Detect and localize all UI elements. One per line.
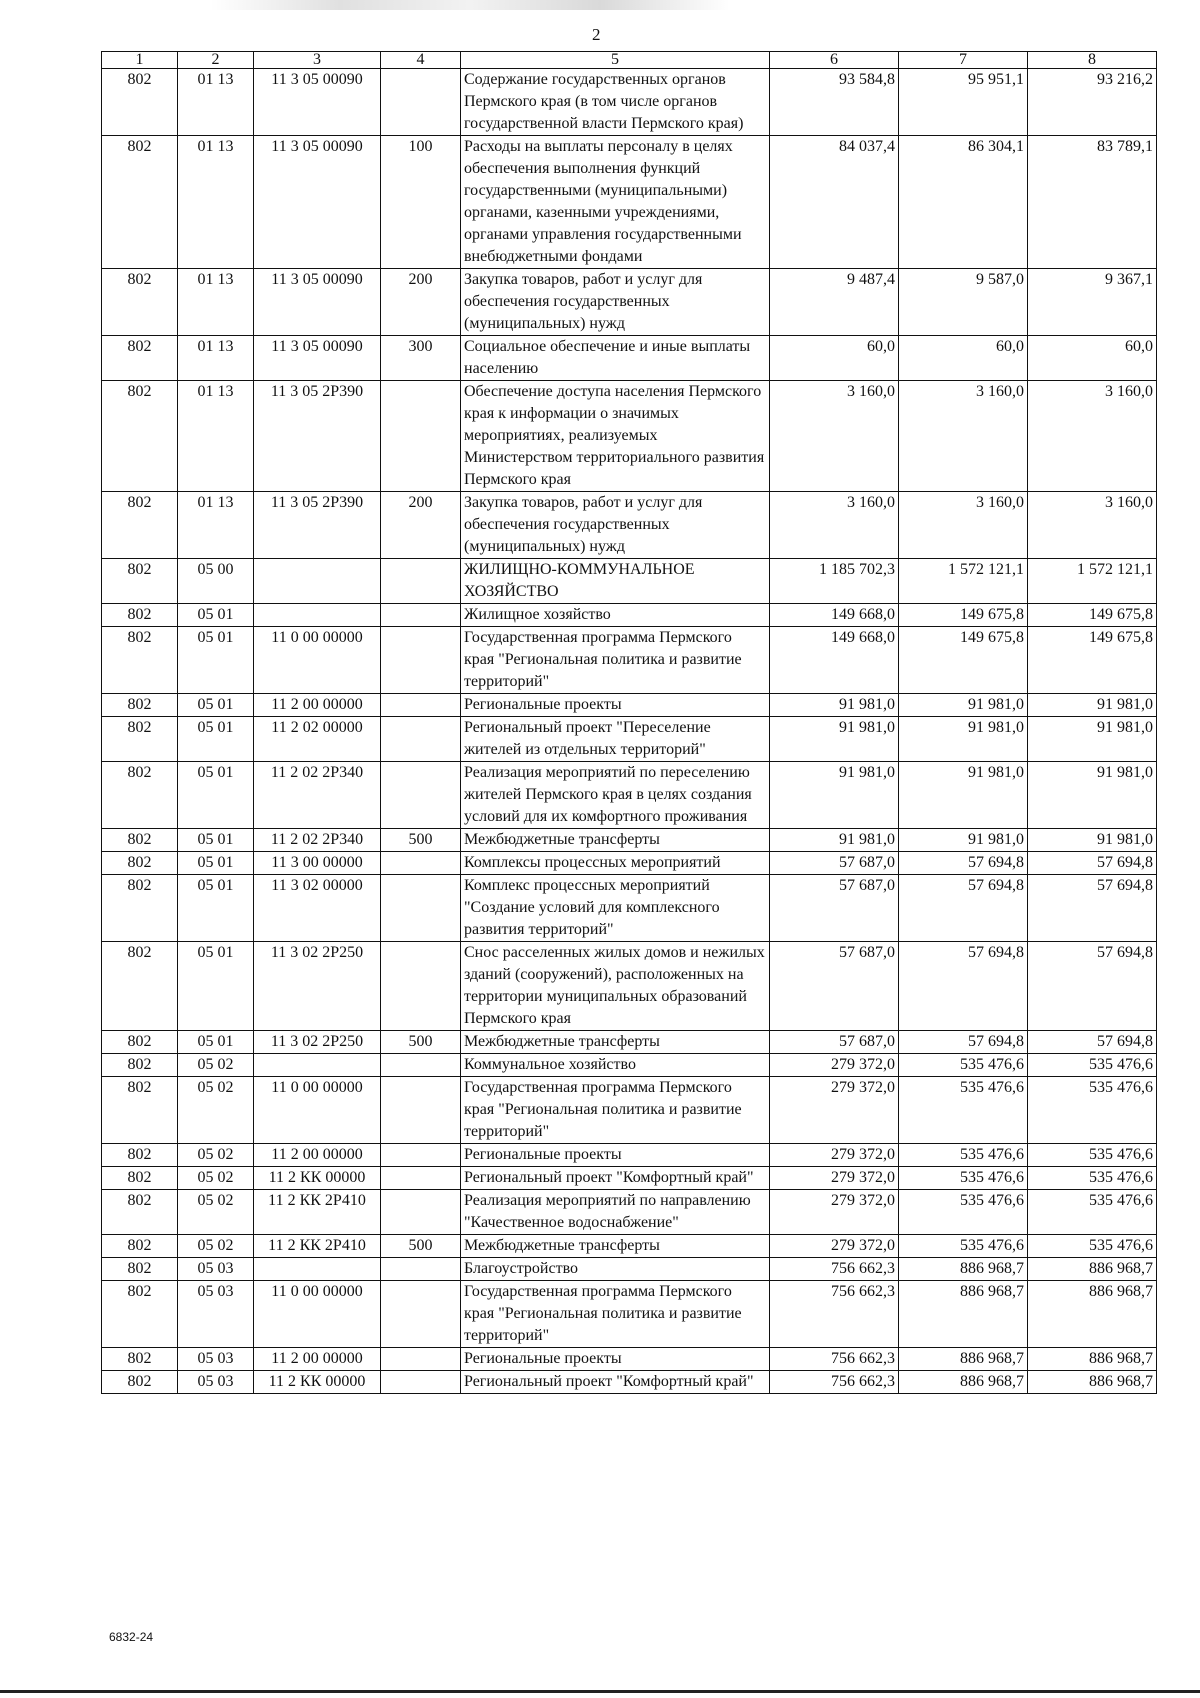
cell-description: Региональные проекты: [461, 694, 770, 717]
cell-amount-col7: 3 160,0: [899, 492, 1028, 559]
cell-amount-col6: 57 687,0: [770, 875, 899, 942]
cell-expense-type: [381, 717, 461, 762]
cell-expense-type: [381, 1348, 461, 1371]
table-row: [102, 627, 1157, 694]
cell-amount-col8: 91 981,0: [1028, 717, 1157, 762]
cell-description: Благоустройство: [461, 1258, 770, 1281]
cell-amount-col6: 9 487,4: [770, 269, 899, 336]
cell-amount-col8: 886 968,7: [1028, 1258, 1157, 1281]
cell-amount-col8: 9 367,1: [1028, 269, 1157, 336]
cell-section-code: 01 13: [178, 136, 254, 269]
cell-target-code: 11 2 КК 00000: [254, 1371, 381, 1394]
cell-amount-col8: 93 216,2: [1028, 69, 1157, 136]
cell-target-code: 11 2 02 00000: [254, 717, 381, 762]
table-row: [102, 1348, 1157, 1371]
cell-admin-code: 802: [102, 336, 178, 381]
cell-amount-col8: 535 476,6: [1028, 1167, 1157, 1190]
cell-target-code: [254, 559, 381, 604]
cell-description: Межбюджетные трансферты: [461, 1031, 770, 1054]
cell-admin-code: 802: [102, 717, 178, 762]
cell-amount-col7: 1 572 121,1: [899, 559, 1028, 604]
cell-description: Социальное обеспечение и иные выплаты населению: [461, 336, 770, 381]
cell-expense-type: [381, 1190, 461, 1235]
cell-admin-code: 802: [102, 1371, 178, 1394]
cell-amount-col7: 535 476,6: [899, 1144, 1028, 1167]
cell-description: Закупка товаров, работ и услуг для обеспечения государственных (муниципальных) нужд: [461, 269, 770, 336]
cell-expense-type: [381, 1281, 461, 1348]
table-row: [102, 1190, 1157, 1235]
header-col-2: 2: [178, 52, 254, 69]
cell-amount-col6: 279 372,0: [770, 1077, 899, 1144]
cell-amount-col7: 535 476,6: [899, 1167, 1028, 1190]
cell-amount-col7: 9 587,0: [899, 269, 1028, 336]
cell-description: Реализация мероприятий по направлению "Качественное водоснабжение": [461, 1190, 770, 1235]
cell-amount-col7: 886 968,7: [899, 1371, 1028, 1394]
table-row: [102, 559, 1157, 604]
cell-amount-col7: 535 476,6: [899, 1054, 1028, 1077]
cell-admin-code: 802: [102, 69, 178, 136]
cell-target-code: 11 2 00 00000: [254, 694, 381, 717]
cell-expense-type: [381, 1054, 461, 1077]
cell-amount-col8: 535 476,6: [1028, 1235, 1157, 1258]
cell-expense-type: [381, 1371, 461, 1394]
cell-amount-col8: 91 981,0: [1028, 829, 1157, 852]
table-row: [102, 829, 1157, 852]
cell-admin-code: 802: [102, 1167, 178, 1190]
table-row: [102, 1054, 1157, 1077]
cell-expense-type: 500: [381, 1031, 461, 1054]
cell-expense-type: [381, 875, 461, 942]
table-row: [102, 69, 1157, 136]
cell-amount-col7: 57 694,8: [899, 942, 1028, 1031]
cell-description: Государственная программа Пермского края "Региональная политика и развитие территорий": [461, 1281, 770, 1348]
table-row: [102, 269, 1157, 336]
cell-description: Региональный проект "Комфортный край": [461, 1167, 770, 1190]
header-col-7: 7: [899, 52, 1028, 69]
cell-amount-col6: 279 372,0: [770, 1144, 899, 1167]
cell-description: Жилищное хозяйство: [461, 604, 770, 627]
table-row: [102, 717, 1157, 762]
cell-description: Коммунальное хозяйство: [461, 1054, 770, 1077]
cell-amount-col6: 279 372,0: [770, 1190, 899, 1235]
cell-admin-code: 802: [102, 381, 178, 492]
cell-amount-col7: 57 694,8: [899, 1031, 1028, 1054]
cell-amount-col6: 91 981,0: [770, 829, 899, 852]
cell-expense-type: [381, 694, 461, 717]
cell-amount-col7: 95 951,1: [899, 69, 1028, 136]
cell-amount-col6: 756 662,3: [770, 1281, 899, 1348]
cell-expense-type: [381, 69, 461, 136]
cell-description: Межбюджетные трансферты: [461, 829, 770, 852]
table-row: [102, 1258, 1157, 1281]
cell-target-code: 11 3 02 2Р250: [254, 942, 381, 1031]
header-col-1: 1: [102, 52, 178, 69]
cell-target-code: 11 3 05 00090: [254, 136, 381, 269]
cell-amount-col7: 86 304,1: [899, 136, 1028, 269]
cell-section-code: 05 01: [178, 627, 254, 694]
cell-description: Региональный проект "Комфортный край": [461, 1371, 770, 1394]
cell-target-code: 11 2 02 2Р340: [254, 829, 381, 852]
cell-target-code: 11 2 КК 00000: [254, 1167, 381, 1190]
header-col-3: 3: [254, 52, 381, 69]
cell-amount-col8: 886 968,7: [1028, 1348, 1157, 1371]
cell-admin-code: 802: [102, 627, 178, 694]
cell-amount-col8: 1 572 121,1: [1028, 559, 1157, 604]
cell-section-code: 01 13: [178, 336, 254, 381]
cell-admin-code: 802: [102, 1281, 178, 1348]
cell-description: Обеспечение доступа населения Пермского края к информации о значимых мероприятиях, реализуемых Министерством территориального развития Пермского края: [461, 381, 770, 492]
cell-amount-col8: 149 675,8: [1028, 604, 1157, 627]
cell-target-code: 11 3 05 2Р390: [254, 492, 381, 559]
table-row: [102, 604, 1157, 627]
cell-description: ЖИЛИЩНО-КОММУНАЛЬНОЕ ХОЗЯЙСТВО: [461, 559, 770, 604]
cell-amount-col7: 3 160,0: [899, 381, 1028, 492]
cell-expense-type: 100: [381, 136, 461, 269]
cell-expense-type: [381, 1144, 461, 1167]
header-col-4: 4: [381, 52, 461, 69]
cell-section-code: 05 02: [178, 1235, 254, 1258]
cell-amount-col8: 535 476,6: [1028, 1144, 1157, 1167]
cell-amount-col8: 91 981,0: [1028, 762, 1157, 829]
header-col-6: 6: [770, 52, 899, 69]
cell-amount-col7: 91 981,0: [899, 694, 1028, 717]
cell-amount-col6: 279 372,0: [770, 1167, 899, 1190]
cell-amount-col8: 535 476,6: [1028, 1054, 1157, 1077]
cell-section-code: 05 01: [178, 604, 254, 627]
cell-amount-col8: 886 968,7: [1028, 1371, 1157, 1394]
cell-section-code: 01 13: [178, 381, 254, 492]
scan-edge: [0, 1690, 1200, 1693]
cell-expense-type: [381, 604, 461, 627]
page-number: 2: [592, 25, 601, 44]
cell-amount-col6: 149 668,0: [770, 604, 899, 627]
cell-amount-col8: 535 476,6: [1028, 1077, 1157, 1144]
cell-expense-type: 200: [381, 269, 461, 336]
cell-section-code: 05 03: [178, 1258, 254, 1281]
cell-amount-col6: 149 668,0: [770, 627, 899, 694]
cell-amount-col7: 91 981,0: [899, 717, 1028, 762]
cell-description: Закупка товаров, работ и услуг для обеспечения государственных (муниципальных) нужд: [461, 492, 770, 559]
cell-admin-code: 802: [102, 1031, 178, 1054]
cell-amount-col7: 149 675,8: [899, 604, 1028, 627]
cell-admin-code: 802: [102, 1258, 178, 1281]
cell-target-code: 11 0 00 00000: [254, 1281, 381, 1348]
table-row: [102, 381, 1157, 492]
cell-target-code: 11 0 00 00000: [254, 1077, 381, 1144]
cell-amount-col7: 60,0: [899, 336, 1028, 381]
cell-amount-col6: 3 160,0: [770, 381, 899, 492]
table-row: [102, 136, 1157, 269]
cell-amount-col7: 57 694,8: [899, 852, 1028, 875]
table-row: [102, 1167, 1157, 1190]
cell-amount-col8: 60,0: [1028, 336, 1157, 381]
cell-target-code: [254, 1054, 381, 1077]
cell-section-code: 05 00: [178, 559, 254, 604]
cell-amount-col6: 756 662,3: [770, 1258, 899, 1281]
cell-description: Реализация мероприятий по переселению жителей Пермского края в целях создания условий для их комфортного проживания: [461, 762, 770, 829]
cell-amount-col8: 535 476,6: [1028, 1190, 1157, 1235]
table-row: [102, 336, 1157, 381]
cell-amount-col7: 886 968,7: [899, 1281, 1028, 1348]
cell-amount-col7: 149 675,8: [899, 627, 1028, 694]
cell-admin-code: 802: [102, 604, 178, 627]
cell-description: Снос расселенных жилых домов и нежилых зданий (сооружений), расположенных на территории муниципальных образований Пермского края: [461, 942, 770, 1031]
header-col-8: 8: [1028, 52, 1157, 69]
cell-section-code: 05 03: [178, 1348, 254, 1371]
table-row: [102, 694, 1157, 717]
cell-target-code: 11 2 КК 2Р410: [254, 1235, 381, 1258]
cell-expense-type: [381, 559, 461, 604]
cell-target-code: 11 3 00 00000: [254, 852, 381, 875]
cell-amount-col8: 57 694,8: [1028, 1031, 1157, 1054]
cell-amount-col6: 279 372,0: [770, 1235, 899, 1258]
document-code: 6832-24: [109, 1630, 154, 1644]
cell-amount-col7: 57 694,8: [899, 875, 1028, 942]
cell-section-code: 05 02: [178, 1077, 254, 1144]
cell-target-code: 11 0 00 00000: [254, 627, 381, 694]
cell-description: Региональные проекты: [461, 1348, 770, 1371]
cell-description: Региональный проект "Переселение жителей из отдельных территорий": [461, 717, 770, 762]
header-row: [102, 52, 1157, 69]
cell-expense-type: 500: [381, 1235, 461, 1258]
cell-amount-col6: 60,0: [770, 336, 899, 381]
cell-admin-code: 802: [102, 492, 178, 559]
table-row: [102, 1031, 1157, 1054]
cell-admin-code: 802: [102, 1144, 178, 1167]
table-row: [102, 1144, 1157, 1167]
header-col-5: 5: [461, 52, 770, 69]
cell-section-code: 05 03: [178, 1281, 254, 1348]
cell-expense-type: 500: [381, 829, 461, 852]
cell-target-code: 11 3 05 00090: [254, 69, 381, 136]
cell-amount-col8: 3 160,0: [1028, 492, 1157, 559]
cell-amount-col6: 84 037,4: [770, 136, 899, 269]
cell-amount-col7: 535 476,6: [899, 1190, 1028, 1235]
cell-amount-col8: 149 675,8: [1028, 627, 1157, 694]
table-row: [102, 875, 1157, 942]
table-row: [102, 1371, 1157, 1394]
cell-target-code: 11 3 02 2Р250: [254, 1031, 381, 1054]
cell-amount-col6: 756 662,3: [770, 1348, 899, 1371]
cell-admin-code: 802: [102, 694, 178, 717]
cell-target-code: 11 3 05 2Р390: [254, 381, 381, 492]
cell-section-code: 05 01: [178, 762, 254, 829]
cell-admin-code: 802: [102, 269, 178, 336]
cell-section-code: 01 13: [178, 492, 254, 559]
scan-smudge: [210, 0, 730, 10]
table-row: [102, 852, 1157, 875]
cell-amount-col6: 756 662,3: [770, 1371, 899, 1394]
cell-section-code: 05 01: [178, 694, 254, 717]
cell-amount-col6: 57 687,0: [770, 1031, 899, 1054]
cell-description: Комплекс процессных мероприятий "Создание условий для комплексного развития территорий": [461, 875, 770, 942]
table-body: [102, 69, 1157, 1394]
cell-amount-col6: 91 981,0: [770, 762, 899, 829]
cell-section-code: 05 02: [178, 1167, 254, 1190]
cell-expense-type: [381, 1258, 461, 1281]
cell-admin-code: 802: [102, 829, 178, 852]
cell-admin-code: 802: [102, 1190, 178, 1235]
cell-admin-code: 802: [102, 136, 178, 269]
cell-amount-col6: 91 981,0: [770, 694, 899, 717]
table-row: [102, 1281, 1157, 1348]
cell-expense-type: 300: [381, 336, 461, 381]
table-row: [102, 1077, 1157, 1144]
cell-target-code: 11 3 02 00000: [254, 875, 381, 942]
cell-amount-col8: 57 694,8: [1028, 942, 1157, 1031]
cell-expense-type: 200: [381, 492, 461, 559]
cell-section-code: 05 02: [178, 1144, 254, 1167]
cell-amount-col6: 279 372,0: [770, 1054, 899, 1077]
cell-amount-col6: 57 687,0: [770, 852, 899, 875]
cell-amount-col8: 57 694,8: [1028, 875, 1157, 942]
cell-amount-col7: 535 476,6: [899, 1077, 1028, 1144]
cell-admin-code: 802: [102, 942, 178, 1031]
cell-amount-col7: 886 968,7: [899, 1258, 1028, 1281]
cell-amount-col6: 93 584,8: [770, 69, 899, 136]
cell-target-code: [254, 604, 381, 627]
cell-expense-type: [381, 852, 461, 875]
cell-target-code: 11 2 КК 2Р410: [254, 1190, 381, 1235]
cell-section-code: 05 01: [178, 1031, 254, 1054]
cell-amount-col7: 91 981,0: [899, 829, 1028, 852]
cell-amount-col6: 1 185 702,3: [770, 559, 899, 604]
cell-admin-code: 802: [102, 875, 178, 942]
cell-target-code: 11 2 00 00000: [254, 1144, 381, 1167]
cell-section-code: 05 02: [178, 1190, 254, 1235]
cell-section-code: 05 01: [178, 942, 254, 1031]
cell-amount-col8: 83 789,1: [1028, 136, 1157, 269]
cell-amount-col7: 91 981,0: [899, 762, 1028, 829]
cell-admin-code: 802: [102, 1054, 178, 1077]
table-row: [102, 762, 1157, 829]
cell-section-code: 05 01: [178, 852, 254, 875]
cell-section-code: 05 03: [178, 1371, 254, 1394]
cell-expense-type: [381, 627, 461, 694]
cell-amount-col7: 535 476,6: [899, 1235, 1028, 1258]
cell-target-code: 11 2 00 00000: [254, 1348, 381, 1371]
cell-description: Государственная программа Пермского края "Региональная политика и развитие территорий": [461, 627, 770, 694]
cell-amount-col6: 57 687,0: [770, 942, 899, 1031]
cell-target-code: 11 3 05 00090: [254, 336, 381, 381]
cell-section-code: 01 13: [178, 269, 254, 336]
cell-admin-code: 802: [102, 1077, 178, 1144]
cell-expense-type: [381, 1167, 461, 1190]
cell-expense-type: [381, 1077, 461, 1144]
cell-amount-col6: 91 981,0: [770, 717, 899, 762]
cell-amount-col7: 886 968,7: [899, 1348, 1028, 1371]
cell-amount-col8: 57 694,8: [1028, 852, 1157, 875]
table-row: [102, 942, 1157, 1031]
cell-admin-code: 802: [102, 1348, 178, 1371]
cell-section-code: 05 02: [178, 1054, 254, 1077]
cell-expense-type: [381, 942, 461, 1031]
cell-admin-code: 802: [102, 1235, 178, 1258]
cell-amount-col8: 886 968,7: [1028, 1281, 1157, 1348]
cell-section-code: 05 01: [178, 717, 254, 762]
budget-table: [101, 51, 1157, 1394]
cell-description: Межбюджетные трансферты: [461, 1235, 770, 1258]
cell-section-code: 05 01: [178, 875, 254, 942]
cell-admin-code: 802: [102, 852, 178, 875]
cell-description: Комплексы процессных мероприятий: [461, 852, 770, 875]
cell-admin-code: 802: [102, 762, 178, 829]
cell-amount-col8: 3 160,0: [1028, 381, 1157, 492]
cell-target-code: 11 2 02 2Р340: [254, 762, 381, 829]
cell-description: Государственная программа Пермского края "Региональная политика и развитие территорий": [461, 1077, 770, 1144]
cell-expense-type: [381, 381, 461, 492]
cell-description: Региональные проекты: [461, 1144, 770, 1167]
cell-target-code: [254, 1258, 381, 1281]
cell-target-code: 11 3 05 00090: [254, 269, 381, 336]
cell-admin-code: 802: [102, 559, 178, 604]
cell-section-code: 05 01: [178, 829, 254, 852]
cell-section-code: 01 13: [178, 69, 254, 136]
cell-amount-col8: 91 981,0: [1028, 694, 1157, 717]
cell-description: Расходы на выплаты персоналу в целях обеспечения выполнения функций государственными (муниципальными) органами, казенными учреждениями, органами управления государственными внебюджетными фондами: [461, 136, 770, 269]
cell-amount-col6: 3 160,0: [770, 492, 899, 559]
cell-description: Содержание государственных органов Пермского края (в том числе органов государственной власти Пермского края): [461, 69, 770, 136]
cell-expense-type: [381, 762, 461, 829]
table-row: [102, 492, 1157, 559]
table-row: [102, 1235, 1157, 1258]
